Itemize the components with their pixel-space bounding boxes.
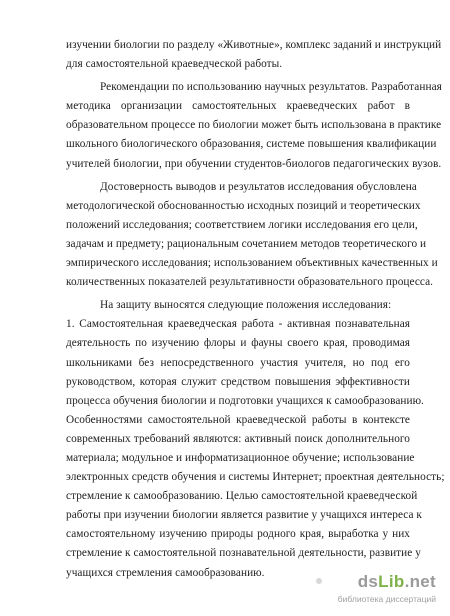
text-line: задачам и предмету; рациональным сочетанием методов теоретического и xyxy=(66,237,427,250)
text-line: работы при изучении биологии является развитие у учащихся интереса к xyxy=(66,509,422,522)
text-line: стремление к самостоятельной познавательной деятельности, развитие у xyxy=(66,547,421,560)
dslib-watermark xyxy=(316,572,436,608)
text-line: положений исследования; соответствием логики исследования его цели, xyxy=(66,218,418,231)
text-line: стремление к самообразованию. Целью самостоятельной краеведческой xyxy=(66,490,418,503)
text-line: руководством, которая служит средством повышения эффективности xyxy=(66,375,410,388)
watermark-caption: библиотека диссертаций xyxy=(337,594,436,604)
text-line: количественных показателей результативности образовательного процесса. xyxy=(66,276,434,289)
text-line: Достоверность выводов и результатов исследования обусловлена xyxy=(100,180,417,193)
text-line: Особенностями самостоятельной краеведческой работы в контексте xyxy=(66,413,410,426)
text-line: электронных средств обучения и системы Интернет; проектная деятельность; xyxy=(66,471,445,484)
text-line: школьниками без непосредственного участия учителя, но под его xyxy=(66,356,410,369)
text-line: процесса обучения биологии и подготовки учащихся к самообразованию. xyxy=(66,394,424,407)
watermark-site-accent: Lib xyxy=(378,572,405,591)
text-line: школьного биологического образования, системе повышения квалификации xyxy=(66,138,437,151)
text-line: образовательном процессе по биологии может быть использована в практике xyxy=(66,119,442,132)
watermark-dot-icon xyxy=(316,578,322,584)
text-line: учащихся стремления самообразованию. xyxy=(66,566,265,579)
text-line: учителей биологии, при обучении студентов-биологов педагогических вузов. xyxy=(66,157,442,170)
text-line: самостоятельному изучению природы родного края, выработка у них xyxy=(66,528,410,541)
text-line: методика организации самостоятельных краеведческих работ в xyxy=(66,100,410,113)
watermark-site-prefix: ds xyxy=(357,572,379,591)
text-line: современных требований являются: активный поиск дополнительного xyxy=(66,432,410,445)
text-line: Рекомендации по использованию научных результатов. Разработанная xyxy=(100,81,442,94)
text-line: 1. Самостоятельная краеведческая работа - активная познавательная xyxy=(66,318,410,331)
text-line: методологической обоснованностью исходных позиций и теоретических xyxy=(66,199,421,212)
text-line: эмпирического исследования; использованием объективных качественных и xyxy=(66,257,438,270)
text-line: изучении биологии по разделу «Животные», комплекс заданий и инструкций xyxy=(66,39,442,51)
watermark-site xyxy=(358,572,436,592)
text-line: деятельность по изучению флоры и фауны своего края, проводимая xyxy=(66,337,410,350)
watermark-site-suffix: .net xyxy=(404,572,436,591)
text-line: материала; модульное и информатизационное обучение; использование xyxy=(66,451,415,464)
text-line: На защиту выносятся следующие положения исследования: xyxy=(100,299,392,312)
text-line: для самостоятельной краеведческой работы. xyxy=(66,58,283,71)
